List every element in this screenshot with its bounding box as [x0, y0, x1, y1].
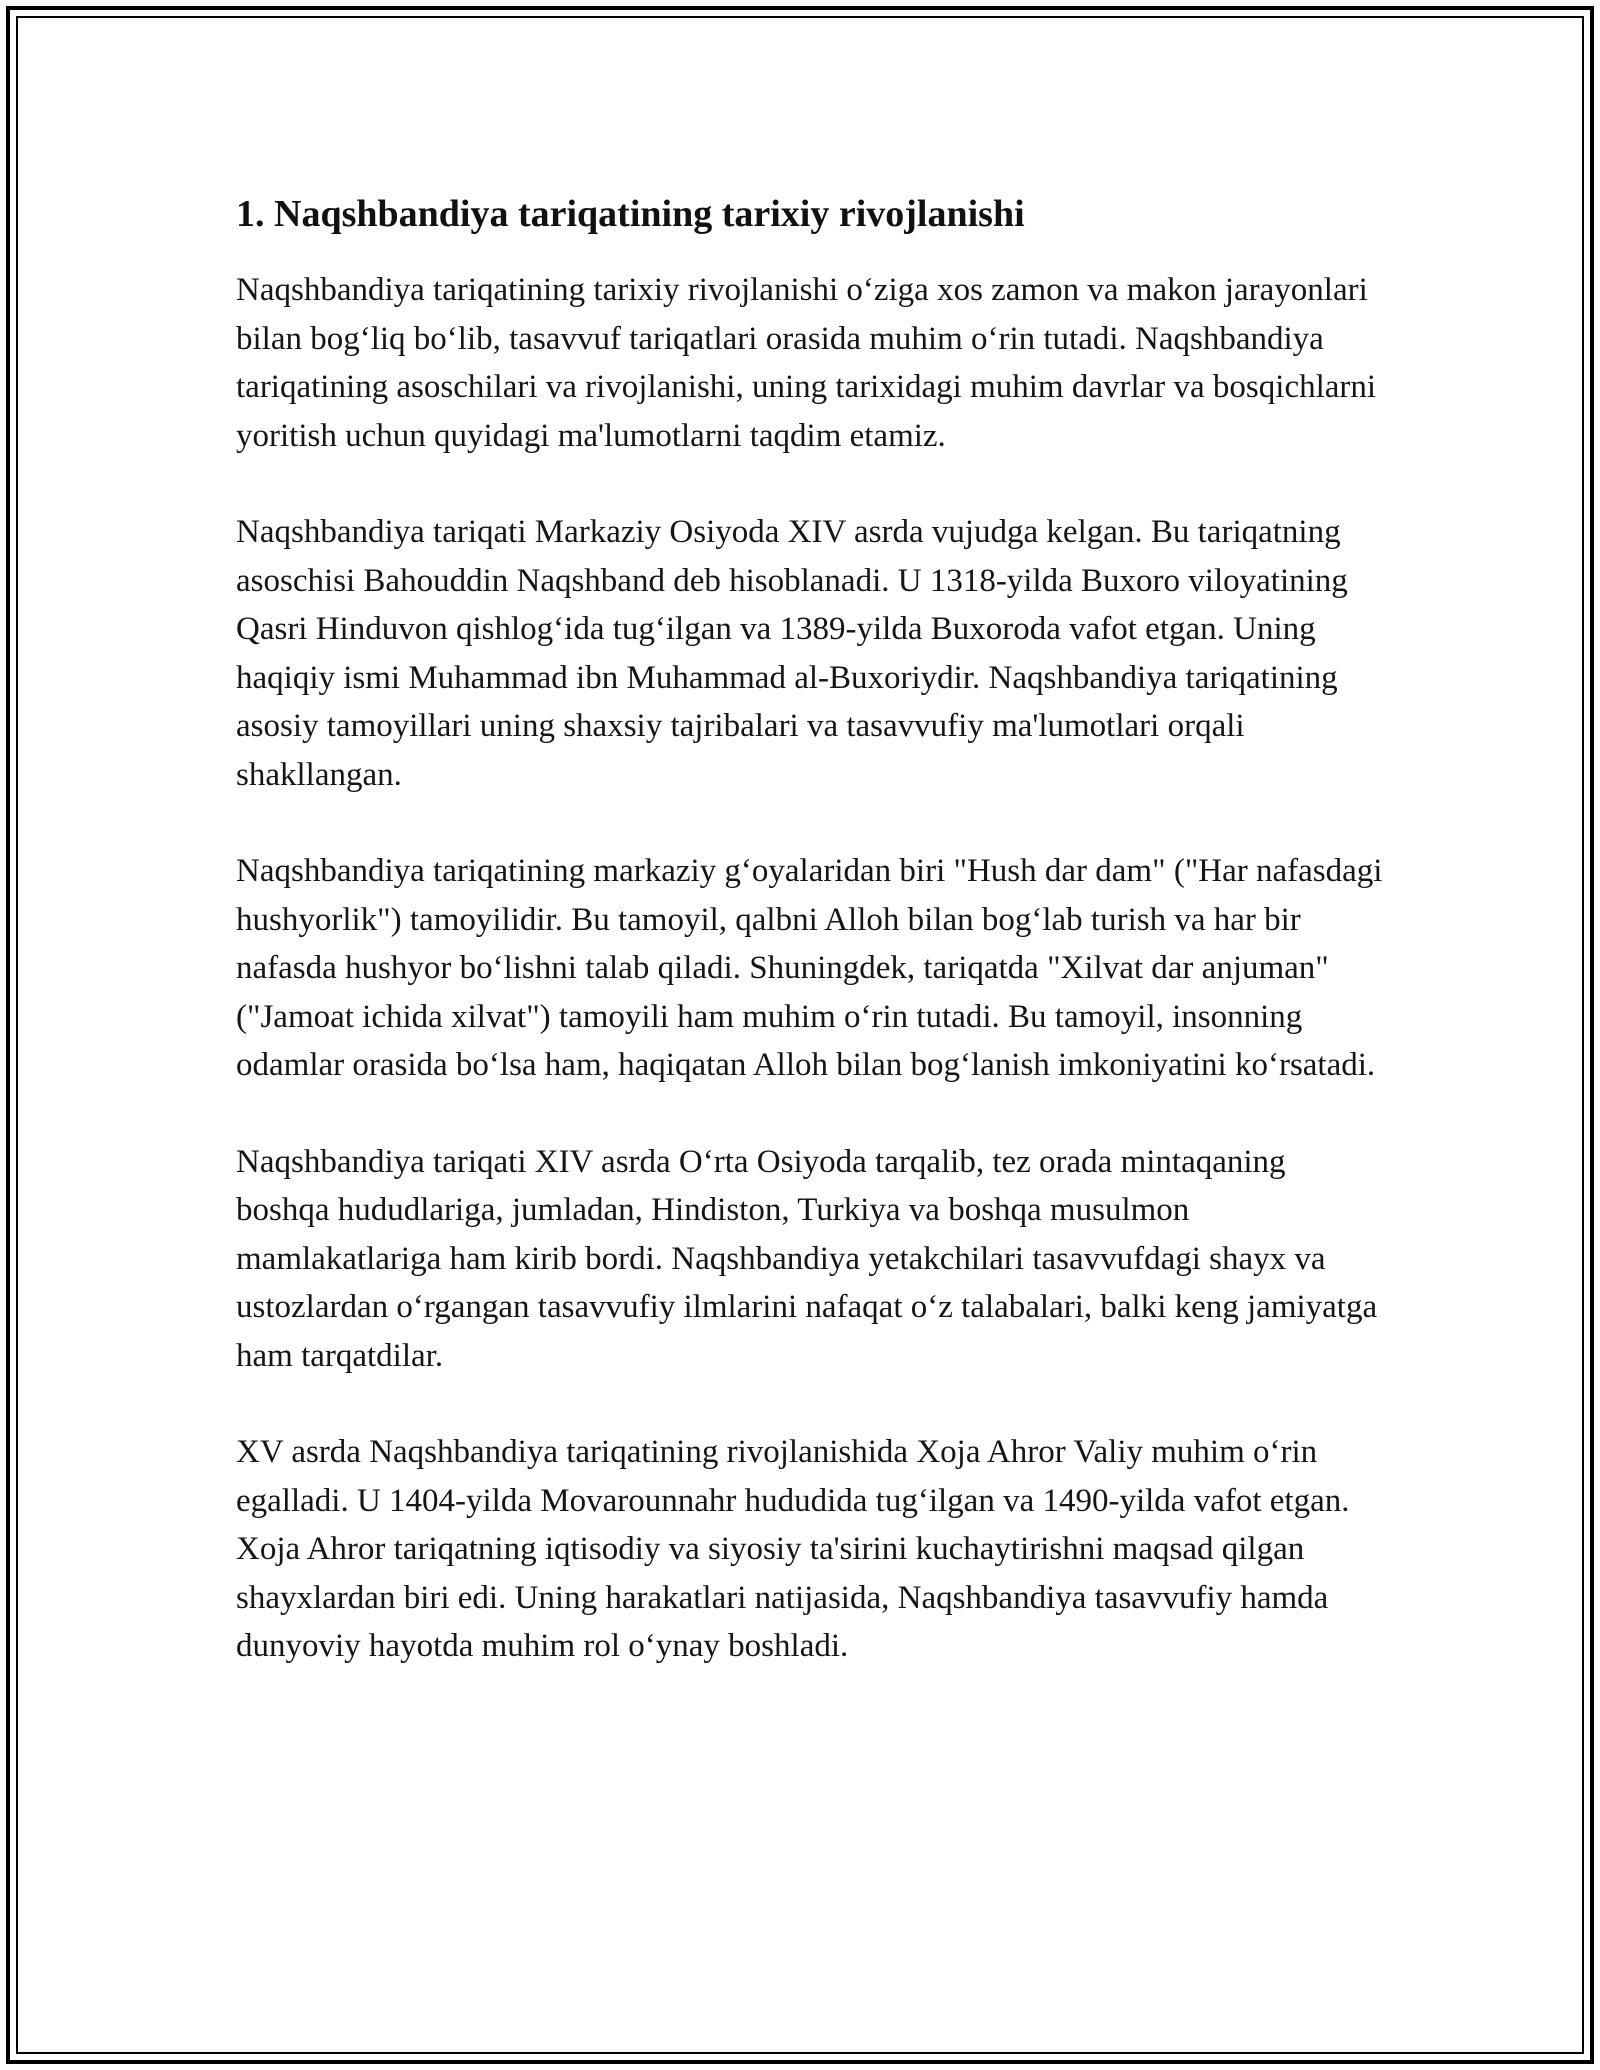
paragraph-origins: Naqshbandiya tariqati Markaziy Osiyoda XIV asrda vujudga kelgan. Bu tariqatning asoschisi Bahouddin Naqshband deb hisoblanadi. U 1318-yilda Buxoro viloyatining Qasri Hinduvon qishlog‘ida tug‘ilgan va 1389-yilda Buxoroda vafot etgan. Uning haqiqiy ismi Muhammad ibn Muhammad al-Buxoriydir. Naqshbandiya tariqatining asosiy tamoyillari uning shaxsiy tajribalari va tasavvufiy ma'lumotlari orqali shakllangan. — [236, 514, 1348, 793]
document-body — [236, 188, 1386, 1671]
paragraph-principles: Naqshbandiya tariqatining markaziy g‘oyalaridan biri "Hush dar dam" ("Har nafasdagi hushyorlik") tamoyilidir. Bu tamoyil, qalbni Alloh bilan bog‘lab turish va har bir nafasda hushyor bo‘lishni talab qiladi. Shuningdek, tariqatda "Xilvat dar anjuman" ("Jamoat ichida xilvat") tamoyili ham muhim o‘rin tutadi. Bu tamoyil, insonning odamlar orasida bo‘lsa ham, haqiqatan Alloh bilan bog‘lanish imkoniyatini ko‘rsatadi. — [236, 853, 1383, 1083]
paragraph-spread: Naqshbandiya tariqati XIV asrda O‘rta Osiyoda tarqalib, tez orada mintaqaning boshqa hududlariga, jumladan, Hindiston, Turkiya va boshqa musulmon mamlakatlariga ham kirib bordi. Naqshbandiya yetakchilari tasavvufdagi shayx va ustozlardan o‘rgangan tasavvufiy ilmlarini nafaqat o‘z talabalari, balki keng jamiyatga ham tarqatdilar. — [236, 1143, 1378, 1374]
paragraph-intro: Naqshbandiya tariqatining tarixiy rivojlanishi o‘ziga xos zamon va makon jarayonlari bilan bog‘liq bo‘lib, tasavvuf tariqatlari orasida muhim o‘rin tutadi. Naqshbandiya tariqatining asoschilari va rivojlanishi, uning tarixidagi muhim davrlar va bosqichlarni yoritish uchun quyidagi ma'lumotlarni taqdim etamiz. — [236, 272, 1377, 454]
section-title: 1. Naqshbandiya tariqatining tarixiy rivojlanishi — [236, 193, 1025, 235]
paragraph-xoja-ahror: XV asrda Naqshbandiya tariqatining rivojlanishida Xoja Ahror Valiy muhim o‘rin egalladi. U 1404-yilda Movarounnahr hududida tug‘ilgan va 1490-yilda vafot etgan. Xoja Ahror tariqatning iqtisodiy va siyosiy ta'sirini kuchaytirishni maqsad qilgan shayxlardan biri edi. Uning harakatlari natijasida, Naqshbandiya tasavvufiy hamda dunyoviy hayotda muhim rol o‘ynay boshladi. — [236, 1434, 1350, 1664]
